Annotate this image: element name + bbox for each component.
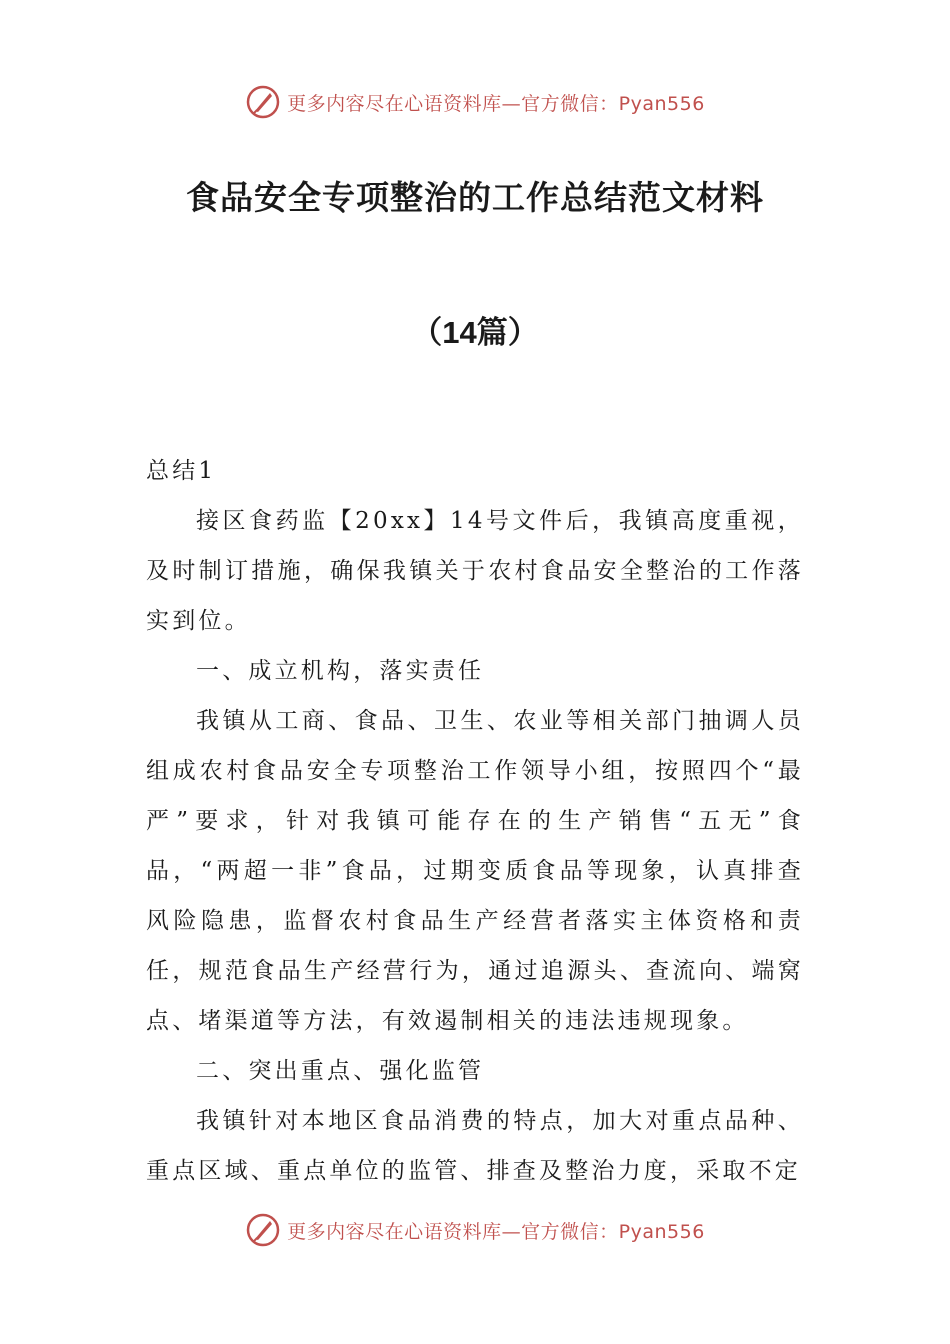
wechat-id: Pyan556 <box>618 1220 705 1243</box>
document-title: 食品安全专项整治的工作总结范文材料 <box>186 178 764 217</box>
banner-text: 更多内容尽在心语资料库—官方微信：Pyan556 <box>287 1220 705 1243</box>
banner-text: 更多内容尽在心语资料库—官方微信：Pyan556 <box>287 92 705 115</box>
document-body <box>146 446 804 1196</box>
document-subtitle: （14篇） <box>411 315 539 351</box>
footer-banner <box>0 1210 950 1250</box>
header-banner <box>0 82 950 122</box>
body-paragraph: 接区食药监【20xx】14号文件后，我镇高度重视，及时制订措施，确保我镇关于农村食品安全整治的工作落实到位。 <box>146 508 804 634</box>
section-label: 总结1 <box>146 458 217 484</box>
body-paragraph: 我镇从工商、食品、卫生、农业等相关部门抽调人员组成农村食品安全专项整治工作领导小组，按照四个“最严”要求，针对我镇可能存在的生产销售“五无”食品，“两超一非”食品，过期变质食品等现象，认真排查风险隐患，监督农村食品生产经营者落实主体资格和责任，规范食品生产经营行为，通过追源头、查流向、端窝点、堵渠道等方法，有效遏制相关的违法违规现象。 <box>146 708 804 1034</box>
section-heading: 一、成立机构，落实责任 <box>196 658 485 684</box>
body-paragraph: 我镇针对本地区食品消费的特点，加大对重点品种、重点区域、重点单位的监管、排查及整治力度，采取不定 <box>146 1108 804 1184</box>
section-heading: 二、突出重点、强化监管 <box>196 1058 485 1084</box>
quill-logo-icon <box>245 1212 281 1248</box>
quill-logo-icon <box>245 84 281 120</box>
wechat-id: Pyan556 <box>618 92 705 115</box>
